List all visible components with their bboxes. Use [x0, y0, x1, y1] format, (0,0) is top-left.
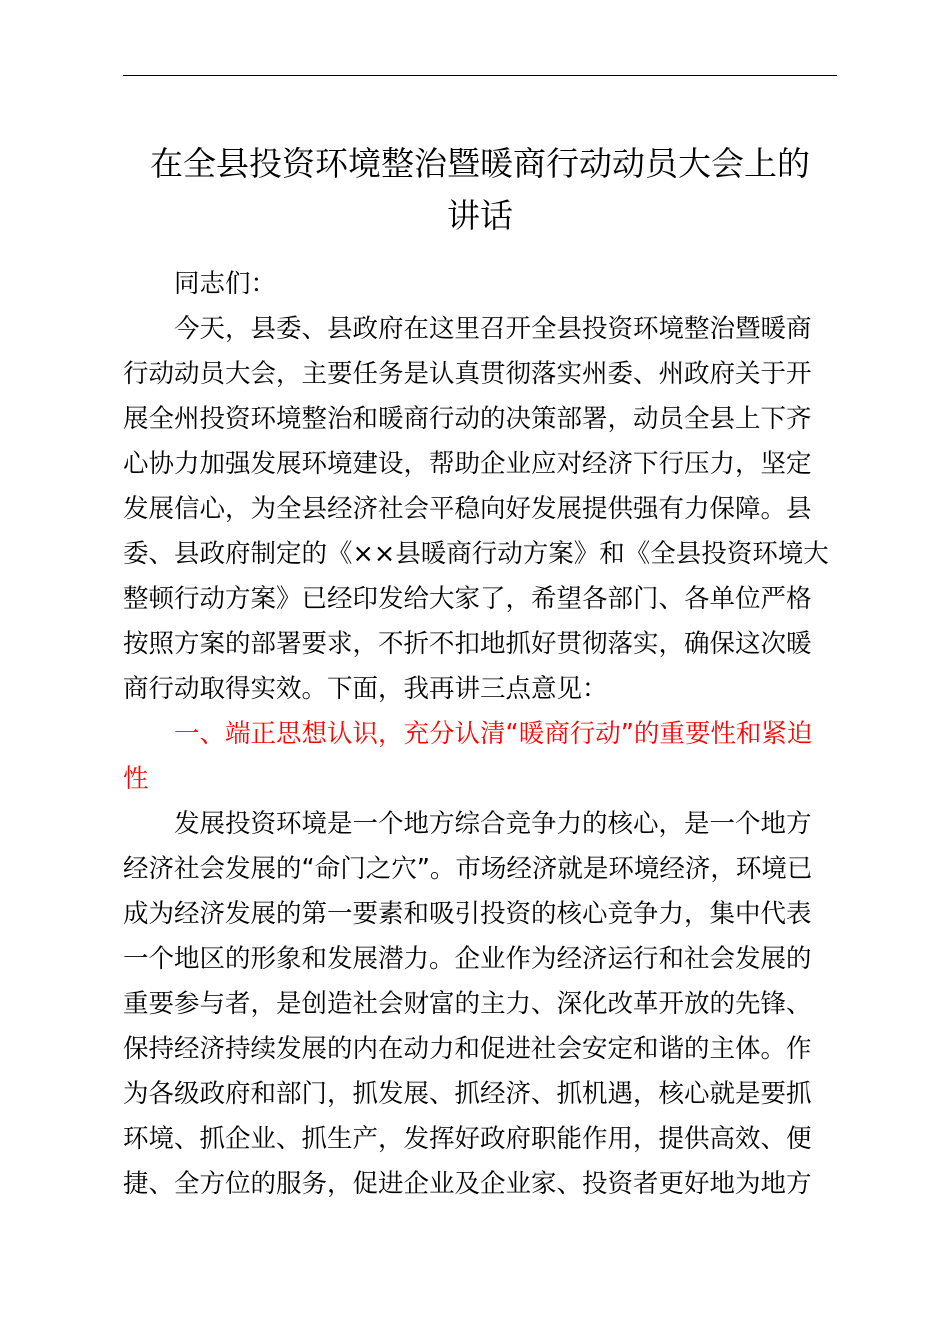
- paragraph-line: 保持经济持续发展的内在动力和促进社会安定和谐的主体。作: [123, 1034, 812, 1064]
- document-body: [123, 262, 837, 1207]
- section-heading-1: [123, 712, 837, 802]
- title-line: 讲话: [447, 196, 513, 235]
- paragraph-line: 为各级政府和部门，抓发展、抓经济、抓机遇，核心就是要抓: [123, 1079, 812, 1109]
- paragraph-line: 展全州投资环境整治和暖商行动的决策部署，动员全县上下齐: [123, 404, 812, 434]
- paragraph-line: 发展投资环境是一个地方综合竞争力的核心，是一个地方: [174, 809, 812, 839]
- title-line: 在全县投资环境整治暨暖商行动动员大会上的: [150, 144, 810, 183]
- paragraph-line: 按照方案的部署要求，不折不扣地抓好贯彻落实，确保这次暖: [123, 629, 812, 659]
- paragraph-line: 重要参与者，是创造社会财富的主力、深化改革开放的先锋、: [123, 989, 812, 1019]
- paragraph-line: 今天，县委、县政府在这里召开全县投资环境整治暨暖商: [174, 314, 812, 344]
- section-heading-line: 一、端正思想认识，充分认清“暖商行动”的重要性和紧迫: [174, 719, 813, 749]
- paragraph-line: 环境、抓企业、抓生产，发挥好政府职能作用，提供高效、便: [123, 1124, 812, 1154]
- header-rule: [123, 75, 837, 76]
- paragraph-line: 发展信心，为全县经济社会平稳向好发展提供强有力保障。县: [123, 494, 812, 524]
- paragraph-line: 整顿行动方案》已经印发给大家了，希望各部门、各单位严格: [123, 584, 812, 614]
- salutation: 同志们：: [174, 269, 277, 299]
- paragraph-line: 捷、全方位的服务，促进企业及企业家、投资者更好地为地方: [123, 1169, 812, 1199]
- paragraph-line: 心协力加强发展环境建设，帮助企业应对经济下行压力，坚定: [123, 449, 812, 479]
- paragraph-line: 经济社会发展的“命门之穴”。市场经济就是环境经济，环境已: [123, 854, 813, 884]
- paragraph-line: 商行动取得实效。下面，我再讲三点意见：: [123, 674, 608, 704]
- section-heading-line: 性: [123, 764, 149, 794]
- document-title: [110, 138, 850, 242]
- paragraph-environment: [123, 802, 837, 1207]
- paragraph-line: 一个地区的形象和发展潜力。企业作为经济运行和社会发展的: [123, 944, 812, 974]
- paragraph-line: 委、县政府制定的《××县暖商行动方案》和《全县投资环境大: [123, 539, 829, 569]
- paragraph-intro: [123, 307, 837, 712]
- paragraph-line: 成为经济发展的第一要素和吸引投资的核心竞争力，集中代表: [123, 899, 812, 929]
- paragraph-line: 行动动员大会，主要任务是认真贯彻落实州委、州政府关于开: [123, 359, 812, 389]
